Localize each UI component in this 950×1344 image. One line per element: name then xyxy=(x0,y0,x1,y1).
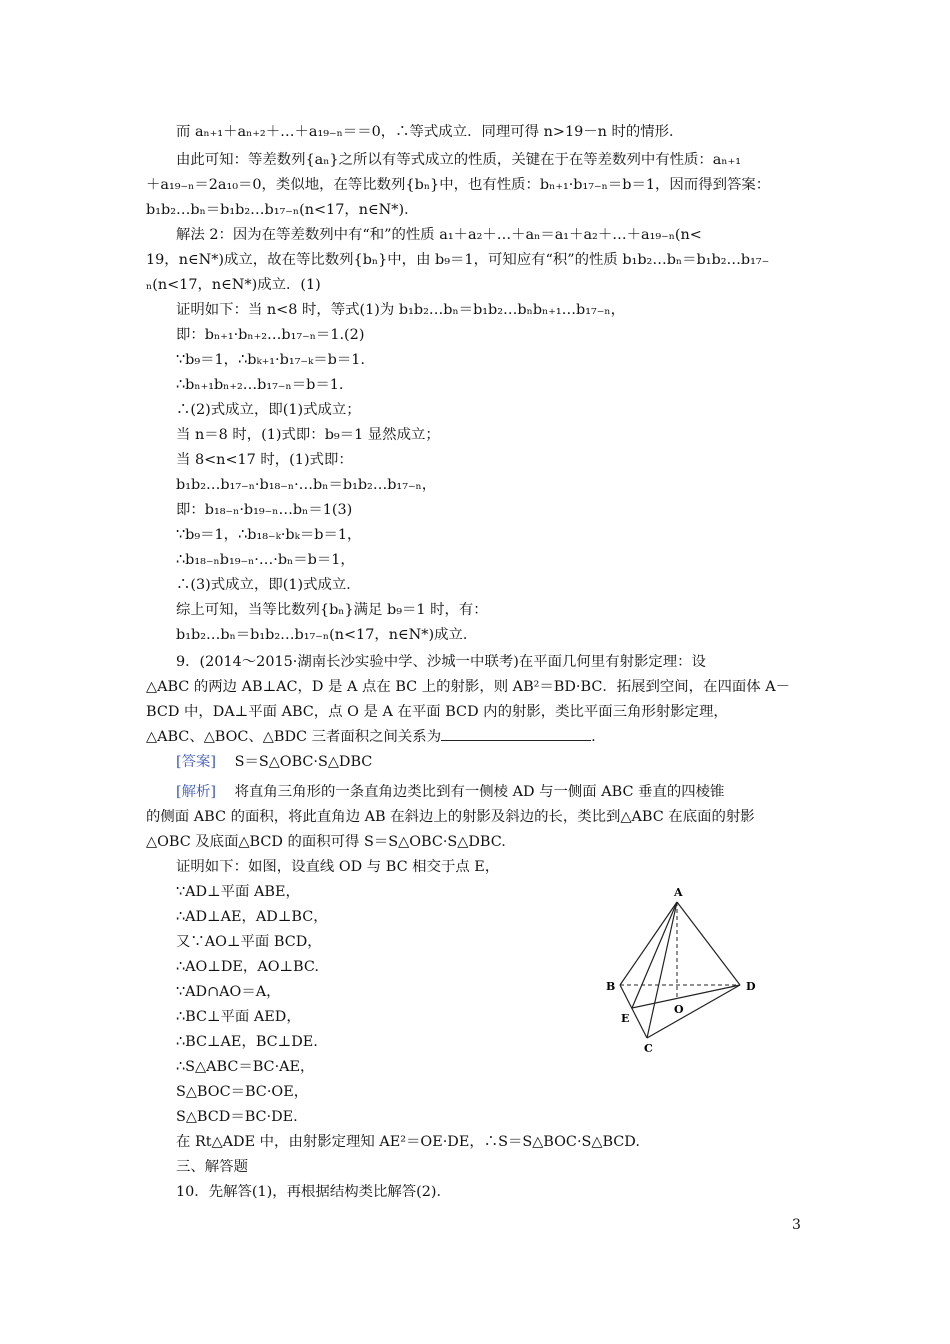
text-line xyxy=(176,983,281,1001)
line-text: S△BOC＝BC·OE， xyxy=(176,1084,309,1100)
text-line xyxy=(176,551,355,569)
line-text: ∴S△ABC＝BC·AE， xyxy=(176,1059,315,1075)
line-text: 证明如下：当 n<8 时，等式(1)为 b₁b₂…bₙ＝b₁b₂…bₙbₙ₊₁…b₁₇₋ₙ， xyxy=(176,302,626,318)
text-line xyxy=(176,1183,451,1201)
analysis-tag: [解析] xyxy=(176,784,217,800)
text-line xyxy=(176,576,361,594)
line-text: ∴BC⊥AE，BC⊥DE. xyxy=(176,1034,318,1050)
text-line xyxy=(176,1108,298,1126)
text-line xyxy=(176,426,440,444)
line-text: 三、解答题 xyxy=(176,1159,248,1175)
line-text: b₁b₂…bₙ＝b₁b₂…b₁₇₋ₙ(n<17，n∈N*)成立． xyxy=(176,627,478,643)
text-line xyxy=(176,1083,308,1101)
line-text: ∵b₉＝1，∴bₖ₊₁·b₁₇₋ₖ＝b＝1. xyxy=(176,352,365,368)
text-line xyxy=(176,1133,640,1151)
answer-tag: [答案] xyxy=(176,754,217,770)
text-line xyxy=(176,1058,314,1076)
line-text: 9．(2014～2015·湖南长沙实验中学、沙城一中联考)在平面几何里有射影定理：设 xyxy=(176,654,706,670)
text-line xyxy=(146,176,770,194)
text-line xyxy=(146,678,790,696)
text-line xyxy=(176,958,319,976)
text-line xyxy=(176,351,365,369)
line-text: ∵AD⊥平面 ABE， xyxy=(176,884,300,900)
text-line xyxy=(146,833,506,851)
line-text: 10．先解答(1)，再根据结构类比解答(2)． xyxy=(176,1184,451,1200)
answer-line xyxy=(176,753,372,771)
line-text: △OBC 及底面△BCD 的面积可得 S＝S△OBC·S△DBC. xyxy=(146,834,506,850)
line-text: 又∵AO⊥平面 BCD， xyxy=(176,934,322,950)
answer-blank xyxy=(441,728,591,741)
text-line xyxy=(176,908,328,926)
text-line: △ABC、△BOC、△BDC 三者面积之间关系为 . xyxy=(146,729,596,745)
text-line xyxy=(176,376,343,394)
line-text: ∴bₙ₊₁bₙ₊₂…b₁₇₋ₙ＝b＝1. xyxy=(176,377,344,393)
line-text: 在 Rt△ADE 中，由射影定理知 AE²＝OE·DE，∴S＝S△BOC·S△BCD. xyxy=(176,1134,640,1150)
text-line xyxy=(176,933,322,951)
line-text: 解法 2：因为在等差数列中有“和”的性质 a₁＋a₂＋…＋aₙ＝a₁＋a₂＋…＋a₁₉₋ₙ(n< xyxy=(176,227,702,243)
line-text: 当 8<n<17 时，(1)式即： xyxy=(176,452,353,468)
line-text: 即：b₁₈₋ₙ·b₁₉₋ₙ…bₙ＝1(3) xyxy=(176,502,353,518)
text-line xyxy=(176,476,436,494)
line-text: 当 n＝8 时，(1)式即：b₉＝1 显然成立； xyxy=(176,427,440,443)
label-A: A xyxy=(674,886,683,899)
text-line xyxy=(176,601,488,619)
text-line xyxy=(176,653,706,671)
text-line xyxy=(146,808,755,826)
line-text: ∵b₉＝1，∴b₁₈₋ₖ·bₖ＝b＝1， xyxy=(176,527,362,543)
label-B: B xyxy=(606,980,616,993)
text-line xyxy=(176,626,477,644)
line-text: ∴b₁₈₋ₙb₁₉₋ₙ·…·bₙ＝b＝1， xyxy=(176,552,355,568)
text-line xyxy=(146,703,728,721)
text-line xyxy=(176,1033,318,1051)
text-line xyxy=(176,226,702,244)
tetrahedron-figure xyxy=(590,880,770,1055)
label-E: E xyxy=(621,1012,630,1025)
line-text: ∴BC⊥平面 AED， xyxy=(176,1009,301,1025)
line-text: ∵AD∩AO＝A， xyxy=(176,984,281,1000)
line-text: △ABC、△BOC、△BDC 三者面积之间关系为 xyxy=(146,729,442,745)
line-text: 的侧面 ABC 的面积，将此直角边 AB 在斜边上的射影及斜边的长，类比到△ABC 在底面的射影 xyxy=(146,809,755,825)
text-line xyxy=(146,201,418,219)
text-line xyxy=(176,858,499,876)
answer-text: S＝S△OBC·S△DBC xyxy=(234,754,373,770)
text-line xyxy=(176,1008,301,1026)
line-text: ∴AO⊥DE，AO⊥BC. xyxy=(176,959,319,975)
text-line xyxy=(176,1158,248,1176)
text-line xyxy=(176,501,352,519)
line-text: 由此可知：等差数列{aₙ}之所以有等式成立的性质，关键在于在等差数列中有性质：aₙ₊₁ xyxy=(176,152,741,168)
line-text: ＋a₁₉₋ₙ＝2a₁₀＝0，类似地，在等比数列{bₙ}中，也有性质：bₙ₊₁·b₁₇₋ₙ＝b＝1，因而得到答案： xyxy=(146,177,771,193)
text-line xyxy=(146,276,321,294)
line-text: ₙ(n<17，n∈N*)成立．(1) xyxy=(146,277,321,293)
analysis-text: 将直角三角形的一条直角边类比到有一侧棱 AD 与一侧面 ABC 垂直的四棱锥 xyxy=(234,784,725,800)
line-text: b₁b₂…bₙ＝b₁b₂…b₁₇₋ₙ(n<17，n∈N*)． xyxy=(146,202,419,218)
line-text: 综上可知，当等比数列{bₙ}满足 b₉＝1 时，有： xyxy=(176,602,488,618)
label-O: O xyxy=(674,1003,684,1016)
text-line xyxy=(176,401,361,419)
text-line xyxy=(176,326,364,344)
line-text: △ABC 的两边 AB⊥AC，D 是 A 点在 BC 上的射影，则 AB²＝BD·BC．拓展到空间，在四面体 A－ xyxy=(146,679,790,695)
line-text: S△BCD＝BC·DE. xyxy=(176,1109,298,1125)
line-text: b₁b₂…b₁₇₋ₙ·b₁₈₋ₙ·…bₙ＝b₁b₂…b₁₇₋ₙ， xyxy=(176,477,437,493)
line-text: 19，n∈N*)成立，故在等比数列{bₙ}中，由 b₉＝1，可知应有“积”的性质 b₁b₂…bₙ＝b₁b₂…b₁₇₋ xyxy=(146,252,770,268)
text-line xyxy=(176,451,353,469)
line-text: ∴AD⊥AE，AD⊥BC， xyxy=(176,909,328,925)
label-C: C xyxy=(644,1042,653,1055)
text-line xyxy=(176,301,625,319)
label-D: D xyxy=(746,980,756,993)
text-line xyxy=(176,123,683,141)
page-number: 3 xyxy=(792,1217,801,1233)
line-text: ∴(3)式成立，即(1)式成立． xyxy=(176,577,361,593)
text-line xyxy=(176,151,741,169)
text-line xyxy=(146,251,769,269)
line-text: BCD 中，DA⊥平面 ABC，点 O 是 A 在平面 BCD 内的射影，类比平面三角形射影定理， xyxy=(146,704,728,720)
text-line xyxy=(176,883,300,901)
line-text: 证明如下：如图，设直线 OD 与 BC 相交于点 E， xyxy=(176,859,500,875)
line-text: ∴(2)式成立，即(1)式成立； xyxy=(176,402,361,418)
line-text: 即：bₙ₊₁·bₙ₊₂…b₁₇₋ₙ＝1.(2) xyxy=(176,327,365,343)
analysis-line xyxy=(176,783,724,801)
text-line xyxy=(176,526,361,544)
line-text: 而 aₙ₊₁＋aₙ₊₂＋…＋a₁₉₋ₙ＝＝0，∴等式成立．同理可得 n>19－n 时的情形． xyxy=(176,124,684,140)
